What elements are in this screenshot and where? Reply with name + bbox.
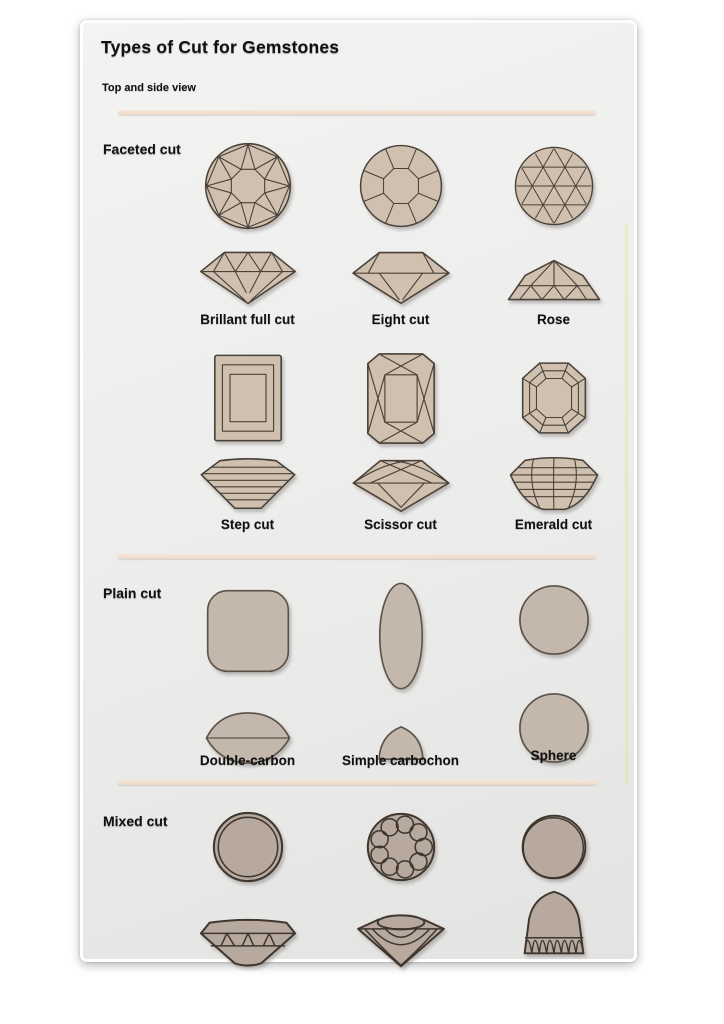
mixed-brilliant-side-view-icon [351,913,451,969]
label-step-cut: Step cut [220,516,275,532]
divider-bottom [118,780,596,785]
scissor-cut-side-view-icon [347,455,455,513]
right-edge-highlight [625,223,628,783]
brilliant-full-cut-side-view-icon [187,247,309,307]
brilliant-full-cut-top-view-icon [203,141,293,231]
faceted-labels-row-2 [171,515,630,533]
gemstone-cuts-poster [80,20,637,962]
mixed-round-rim-top-view-icon [211,810,285,884]
double-cabochon-top-view-icon [203,586,293,676]
eight-cut-side-view-icon [347,245,455,307]
faceted-side-views-row-1 [171,241,630,307]
label-simple-carbochon: Simple carbochon [341,752,460,768]
mixed-round-rim-side-view-icon [198,917,298,967]
divider-top [118,110,596,115]
mixed-top-views-row [171,809,630,885]
mixed-circle-ring-top-view-icon [365,811,437,883]
rose-cut-side-view-icon [500,255,608,307]
label-scissor-cut: Scissor cut [364,516,437,532]
label-brilliant-full-cut: Brillant full cut [200,311,295,327]
plain-top-views-row [171,575,630,697]
label-rose: Rose [536,311,570,327]
emerald-cut-side-view-icon [502,455,606,513]
label-double-carbon: Double-carbon [199,752,296,768]
faceted-side-views-row-2 [171,455,630,513]
mixed-side-views-row [171,889,630,951]
section-heading-faceted: Faceted cut [103,141,181,157]
label-sphere: Sphere [530,747,577,763]
emerald-cut-top-view-icon [520,360,588,436]
plain-side-views-row [171,691,630,749]
divider-middle [118,554,596,559]
mixed-dome-side-view-icon [515,889,593,957]
faceted-top-views-row-1 [171,138,630,234]
eight-cut-top-view-icon [358,143,444,229]
plain-labels-row [171,747,630,769]
faceted-labels-row-1 [171,310,630,328]
mixed-scalloped-top-view-icon [519,812,589,882]
page-title: Types of Cut for Gemstones [101,37,340,57]
step-cut-top-view-icon [212,352,284,444]
page-subtitle: Top and side view [102,82,196,94]
sphere-top-view-icon [517,583,591,657]
scissor-cut-top-view-icon [365,351,437,446]
section-heading-plain: Plain cut [103,585,162,601]
label-emerald-cut: Emerald cut [514,516,593,532]
faceted-top-views-row-2 [171,348,630,448]
section-heading-mixed: Mixed cut [103,813,168,829]
label-eight-cut: Eight cut [371,311,430,327]
rose-cut-top-view-icon [513,145,595,227]
step-cut-side-view-icon [195,456,301,512]
oval-cabochon-top-view-icon [377,577,425,695]
